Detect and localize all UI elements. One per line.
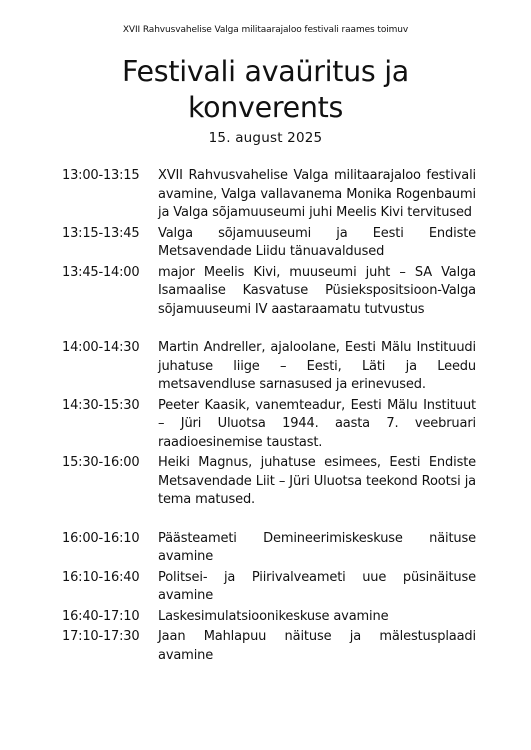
schedule-text: XVII Rahvusvahelise Valga militaarajaloo festivali avamine, Valga vallavanema Monika Rogenbaumi ja Valga sõjamuuseumi juhi Meelis Kivi tervitused bbox=[158, 168, 476, 220]
schedule-row bbox=[62, 569, 476, 606]
schedule-row bbox=[62, 264, 476, 320]
title-line-2: konverents bbox=[187, 91, 344, 124]
schedule-text: Laskesimulatsioonikeskuse avamine bbox=[158, 608, 389, 624]
schedule-text: Heiki Magnus, juhatuse esimees, Eesti Endiste Metsavendade Liit – Jüri Uluotsa teekond Rootsi ja tema matused. bbox=[158, 455, 476, 507]
schedule-time: 16:40-17:10 bbox=[62, 608, 140, 624]
schedule-time: 14:00-14:30 bbox=[62, 340, 140, 355]
schedule-row bbox=[62, 225, 476, 262]
schedule-time: 16:10-16:40 bbox=[62, 569, 140, 585]
schedule-row bbox=[62, 628, 476, 665]
schedule-row bbox=[62, 530, 476, 567]
event-date: 15. august 2025 bbox=[208, 130, 323, 146]
schedule-text: Jaan Mahlapuu näituse ja mälestusplaadi avamine bbox=[158, 629, 476, 663]
schedule-time: 13:15-13:45 bbox=[62, 225, 140, 241]
schedule-time: 14:30-15:30 bbox=[62, 397, 140, 413]
schedule-time: 17:10-17:30 bbox=[62, 629, 140, 644]
schedule-row bbox=[62, 397, 476, 453]
schedule-text: Martin Andreller, ajaloolane, Eesti Mälu Instituudi juhatuse liige – Eesti, Läti ja Leedu metsavendluse sarnasused ja erinevused. bbox=[158, 340, 476, 392]
schedule-text: major Meelis Kivi, muuseumi juht – SA Valga Isamaalise Kasvatuse Püsiekspositsioon-Valga sõjamuuseumi IV aastaraamatu tutvustus bbox=[158, 264, 476, 317]
schedule-row bbox=[62, 454, 476, 510]
schedule-list bbox=[62, 167, 476, 665]
schedule-text: Peeter Kaasik, vanemteadur, Eesti Mälu Instituut – Jüri Uluotsa 1944. aasta 7. veebruari raadioesinemise taustast. bbox=[158, 397, 476, 450]
schedule-time: 13:00-13:15 bbox=[62, 168, 140, 183]
header-note: XVII Rahvusvahelise Valga militaarajaloo festivali raames toimuv bbox=[122, 25, 409, 35]
schedule-time: 16:00-16:10 bbox=[62, 530, 140, 546]
schedule-text: Politsei- ja Piirivalveameti uue püsinäituse avamine bbox=[158, 569, 476, 603]
schedule-row bbox=[62, 608, 476, 627]
page-title bbox=[0, 54, 531, 126]
title-line-1: Festivali avaüritus ja bbox=[122, 55, 409, 88]
schedule-time: 13:45-14:00 bbox=[62, 264, 140, 280]
schedule-row bbox=[62, 339, 476, 395]
schedule-time: 15:30-16:00 bbox=[62, 455, 140, 470]
schedule-text: Valga sõjamuuseumi ja Eesti Endiste Metsavendade Liidu tänuavaldused bbox=[158, 225, 476, 259]
schedule-text: Päästeameti Demineerimiskeskuse näituse avamine bbox=[158, 530, 476, 564]
schedule-row bbox=[62, 167, 476, 223]
